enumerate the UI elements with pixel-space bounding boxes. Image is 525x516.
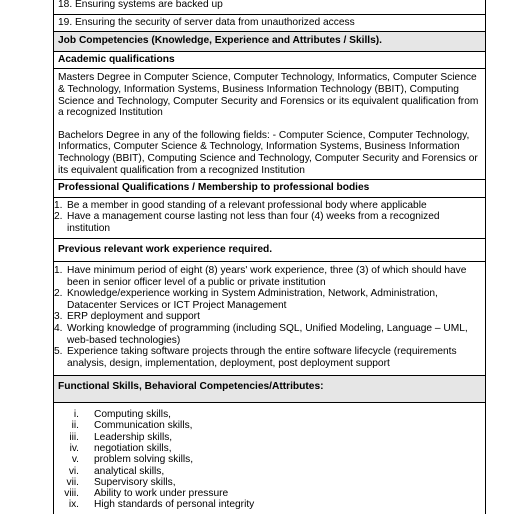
- experience-list-cell: [53, 262, 486, 376]
- list-number: viii.: [64, 488, 79, 500]
- list-item: [54, 346, 481, 369]
- bachelors-requirement: Bachelors Degree in any of the following fields: - Computer Science, Computer Technology, Informatics, Computer Science & Technology, Information Systems, Business Information Technology (BBIT), Computing Science and Technology, Computer Security and Forensics or its equivalent qualification from a recognized Institution: [58, 129, 478, 176]
- duty-item-18: 18. Ensuring systems are backed up: [58, 0, 223, 10]
- job-competencies-heading: [53, 32, 486, 52]
- list-item: [54, 323, 481, 346]
- list-text: analytical skills,: [94, 465, 165, 477]
- list-number: 3.: [54, 311, 63, 323]
- list-number: 1.: [54, 199, 63, 211]
- list-text: Have a management course lasting not less than four (4) weeks from a recognized institution: [67, 211, 440, 234]
- list-text: negotiation skills,: [94, 442, 172, 454]
- list-number: 2.: [54, 211, 63, 223]
- list-item: [58, 477, 481, 488]
- list-text: Computing skills,: [94, 409, 171, 421]
- section-heading: Functional Skills, Behavioral Competencies/Attributes:: [58, 381, 324, 393]
- list-item: [58, 499, 481, 510]
- list-number: 4.: [54, 323, 63, 335]
- list-item: [58, 409, 481, 420]
- table-row: [53, 0, 486, 15]
- list-item: [58, 488, 481, 499]
- list-text: Supervisory skills,: [94, 476, 176, 488]
- masters-requirement: Masters Degree in Computer Science, Computer Technology, Informatics, Computer Science & Technology, Information Systems, Business Information Technology (BBIT), Computing Science and Technology, Computer Security and Forensics or its equivalent qualification from a recognized Institution: [58, 72, 479, 119]
- list-number: i.: [73, 409, 79, 421]
- list-number: vi.: [68, 465, 79, 477]
- duty-item-19: 19. Ensuring the security of server data from unauthorized access: [58, 16, 355, 28]
- list-number: 2.: [54, 288, 63, 300]
- table-row: [53, 15, 486, 33]
- functional-list-cell: [53, 403, 486, 514]
- academic-qualifications: [53, 69, 486, 180]
- list-text: ERP deployment and support: [67, 311, 200, 323]
- experience-list: [54, 265, 481, 369]
- list-item: [54, 311, 481, 323]
- list-number: iv.: [69, 442, 79, 454]
- list-number: iii.: [69, 431, 79, 443]
- list-item: [58, 466, 481, 477]
- list-text: Ability to work under pressure: [94, 488, 229, 500]
- section-heading: Job Competencies (Knowledge, Experience and Attributes / Skills).: [58, 35, 382, 47]
- list-text: Be a member in good standing of a relevant professional body where applicable: [67, 199, 427, 211]
- list-number: ix.: [68, 499, 79, 511]
- list-item: [54, 288, 481, 311]
- list-item: [58, 443, 481, 454]
- section-heading: Academic qualifications: [58, 53, 175, 65]
- functional-list: [58, 409, 481, 511]
- list-text: High standards of personal integrity: [94, 499, 255, 511]
- professional-heading: [53, 180, 486, 198]
- list-text: problem solving skills,: [94, 454, 194, 466]
- list-number: v.: [71, 454, 79, 466]
- list-item: [54, 265, 481, 288]
- list-text: Experience taking software projects through the entire software lifecycle (requirements analysis, design, implementation, deployment, post deployment support: [67, 346, 457, 369]
- professional-list: [54, 199, 481, 235]
- section-heading: Professional Qualifications / Membership to professional bodies: [58, 182, 370, 194]
- list-text: Communication skills,: [94, 420, 193, 432]
- list-text: Have minimum period of eight (8) years' work experience, three (3) of which should have been in senior officer level of a public or private institution: [67, 265, 467, 288]
- academic-heading: [53, 52, 486, 70]
- list-item: [54, 211, 481, 234]
- list-number: vii.: [66, 476, 79, 488]
- section-heading: Previous relevant work experience required.: [58, 243, 273, 255]
- list-text: Leadership skills,: [94, 431, 173, 443]
- professional-list-cell: [53, 198, 486, 239]
- list-item: [54, 200, 481, 212]
- list-text: Knowledge/experience working in System Administration, Network, Administration, Datacenter Services or ICT Project Management: [67, 288, 438, 311]
- list-number: 1.: [54, 265, 63, 277]
- qualifications-table: [53, 0, 486, 514]
- list-item: [58, 454, 481, 465]
- functional-heading: [53, 376, 486, 403]
- experience-heading: [53, 239, 486, 263]
- list-number: ii.: [71, 420, 79, 432]
- list-text: Working knowledge of programming (including SQL, Unified Modeling, Language – UML, web-based technologies): [67, 323, 468, 346]
- list-number: 5.: [54, 346, 63, 358]
- list-item: [58, 432, 481, 443]
- list-item: [58, 420, 481, 431]
